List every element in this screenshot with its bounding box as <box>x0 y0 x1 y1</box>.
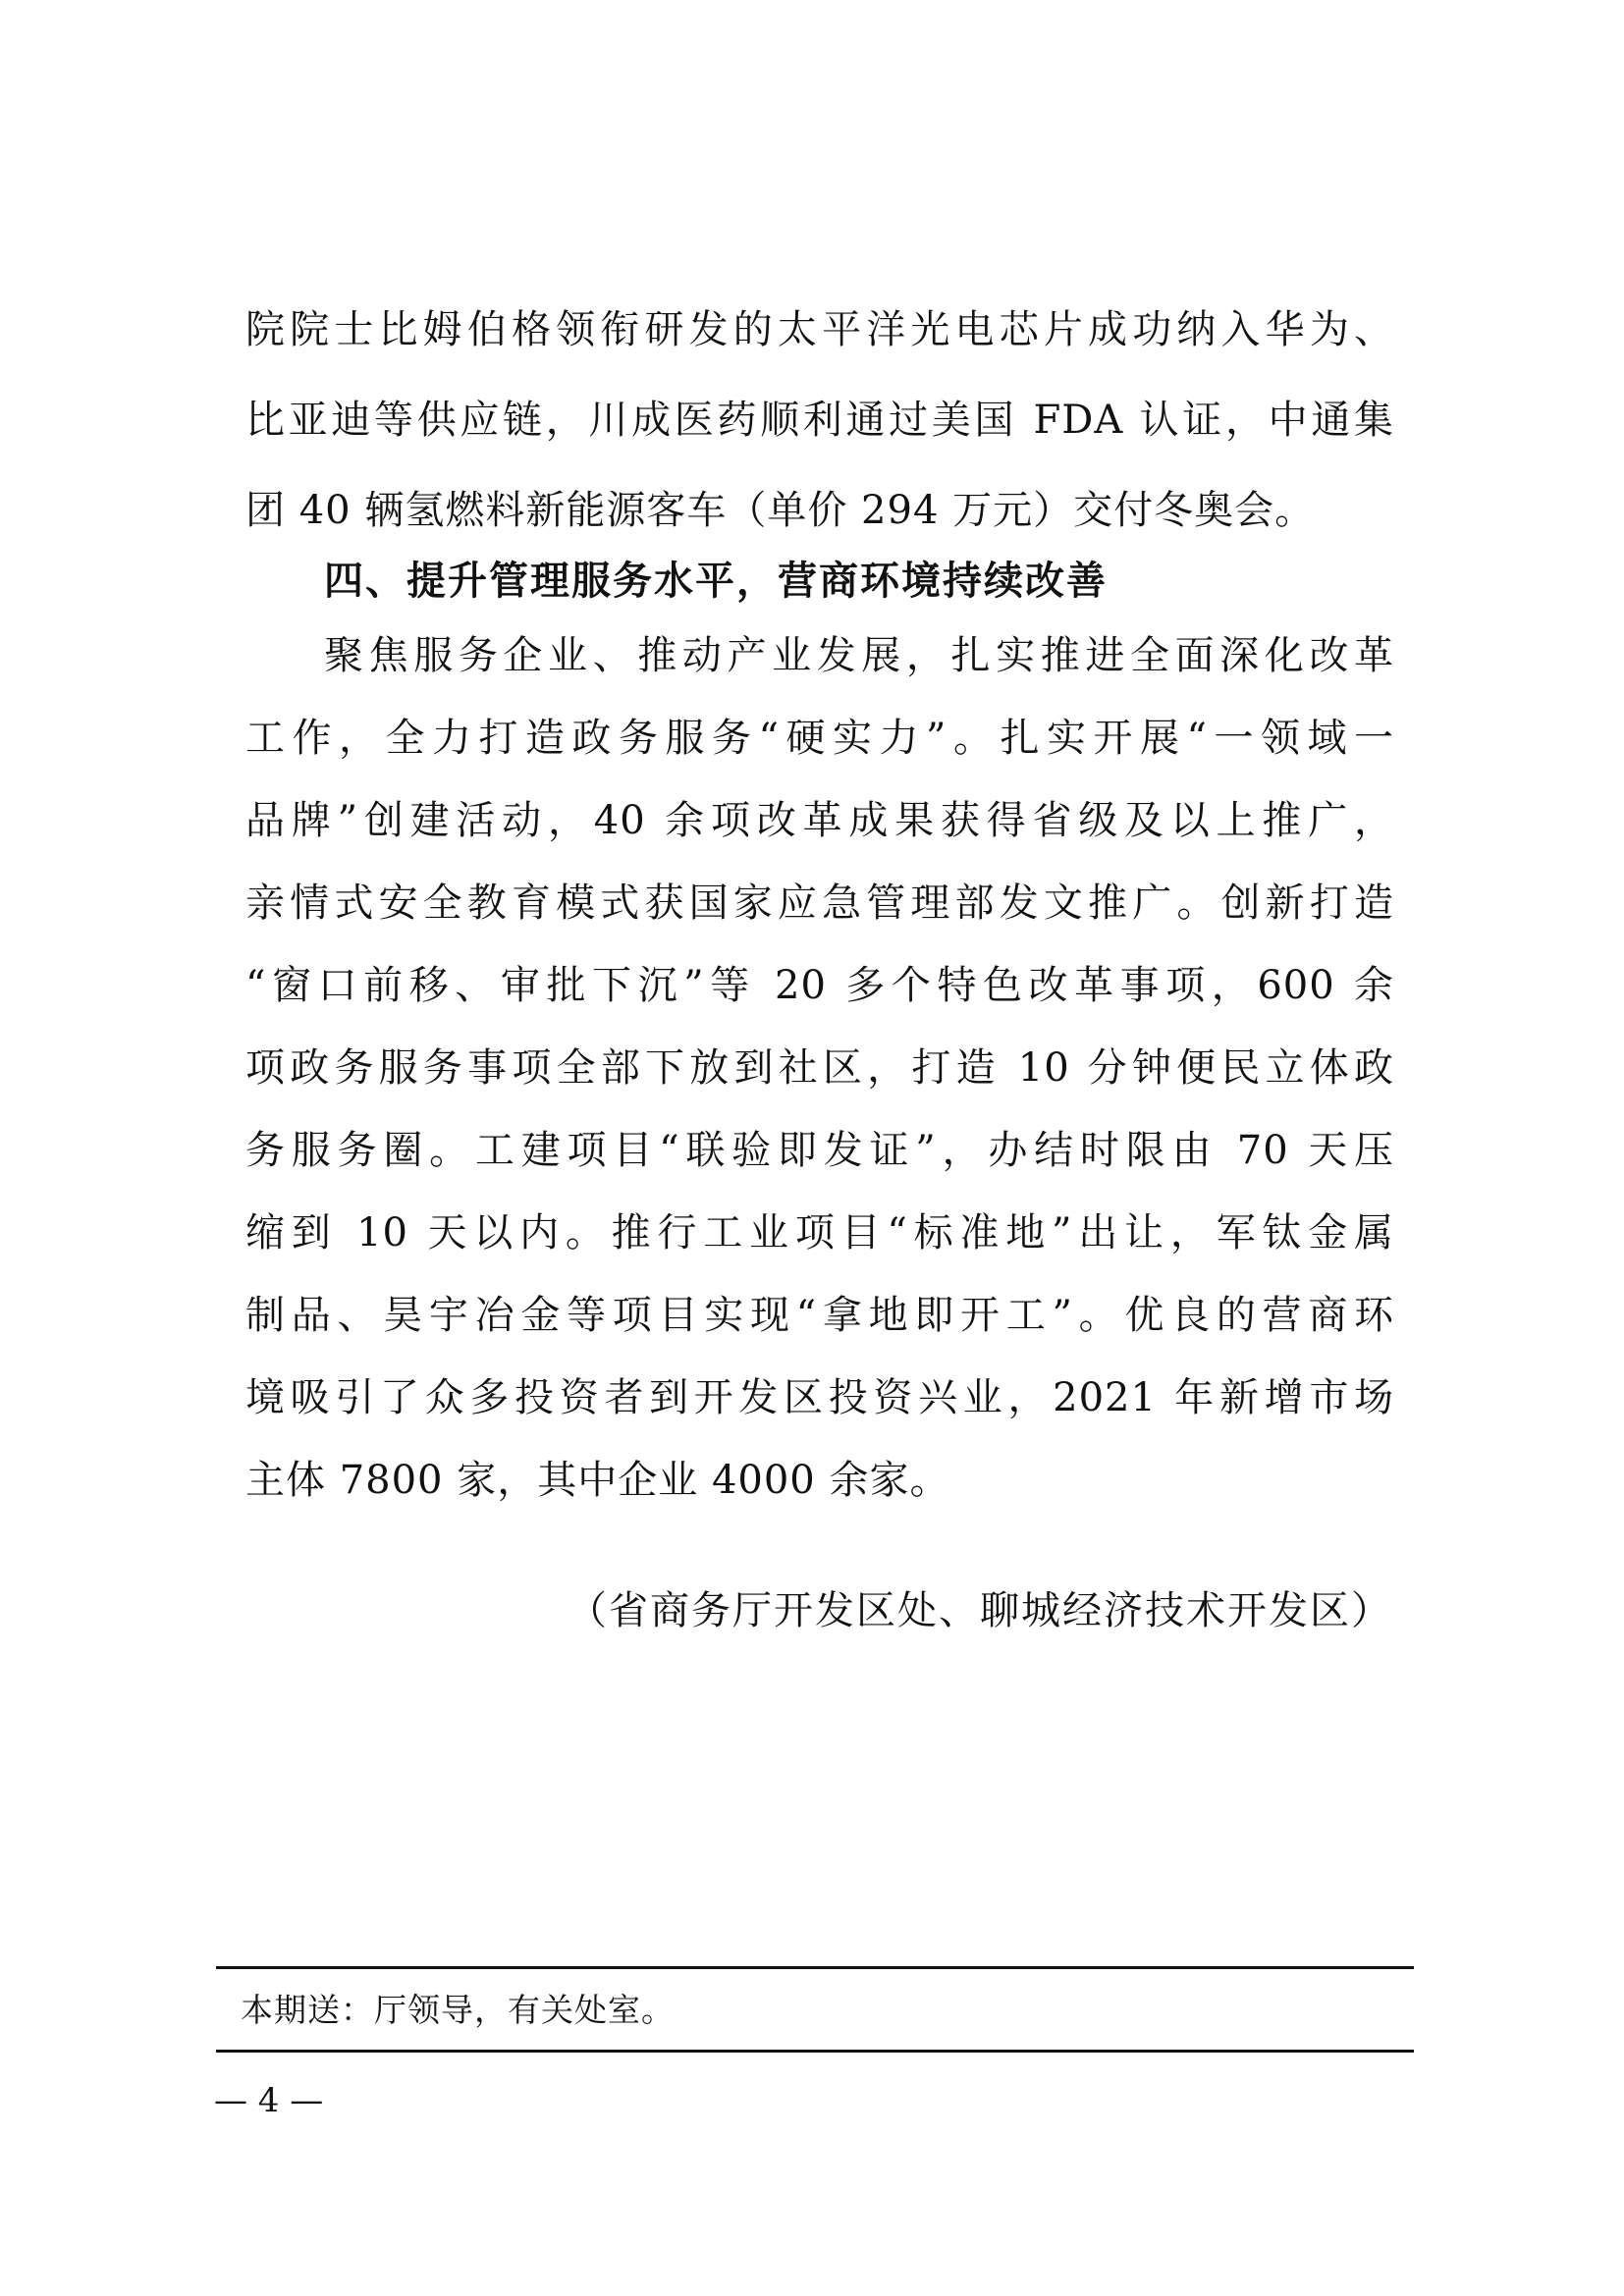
body-text-line: 院院士比姆伯格领衔研发的太平洋光电芯片成功纳入华为、 <box>245 307 1394 352</box>
body-text-line: 团 40 辆氢燃料新能源客车（单价 294 万元）交付冬奥会。 <box>245 488 1316 533</box>
page-number: — 4 — <box>214 2081 324 2120</box>
source-note: （省商务厅开发区处、聊城经济技术开发区） <box>568 1588 1392 1633</box>
body-text-line: 工作，全力打造政务服务“硬实力”。扎实开展“一领域一 <box>245 716 1394 761</box>
body-text-line: 境吸引了众多投资者到开发区投资兴业，2021 年新增市场 <box>245 1375 1394 1420</box>
distribution-line: 本期送：厅领导，有关处室。 <box>241 1991 675 2029</box>
body-text-line: 缩到 10 天以内。推行工业项目“标准地”出让，军钛金属 <box>245 1210 1394 1255</box>
body-text-line: 项政务服务事项全部下放到社区，打造 10 分钟便民立体政 <box>245 1045 1394 1091</box>
body-text-line: 品牌”创建活动，40 余项改革成果获得省级及以上推广， <box>245 798 1394 843</box>
footer-top-rule <box>216 1966 1414 1969</box>
body-text-line: 主体 7800 家，其中企业 4000 余家。 <box>245 1458 950 1503</box>
body-text-line: 亲情式安全教育模式获国家应急管理部发文推广。创新打造 <box>245 881 1394 926</box>
body-text-line: 聚焦服务企业、推动产业发展，扎实推进全面深化改革 <box>324 633 1394 678</box>
footer-bottom-rule <box>216 2050 1414 2053</box>
body-text-line: 比亚迪等供应链，川成医药顺利通过美国 FDA 认证，中通集 <box>245 398 1394 443</box>
body-text-line: 制品、昊宇冶金等项目实现“拿地即开工”。优良的营商环 <box>245 1293 1394 1338</box>
body-text-line: 务服务圈。工建项目“联验即发证”，办结时限由 70 天压 <box>245 1128 1394 1173</box>
section-heading: 四、提升管理服务水平，营商环境持续改善 <box>324 559 1108 604</box>
body-text-line: “窗口前移、审批下沉”等 20 多个特色改革事项，600 余 <box>245 963 1394 1008</box>
